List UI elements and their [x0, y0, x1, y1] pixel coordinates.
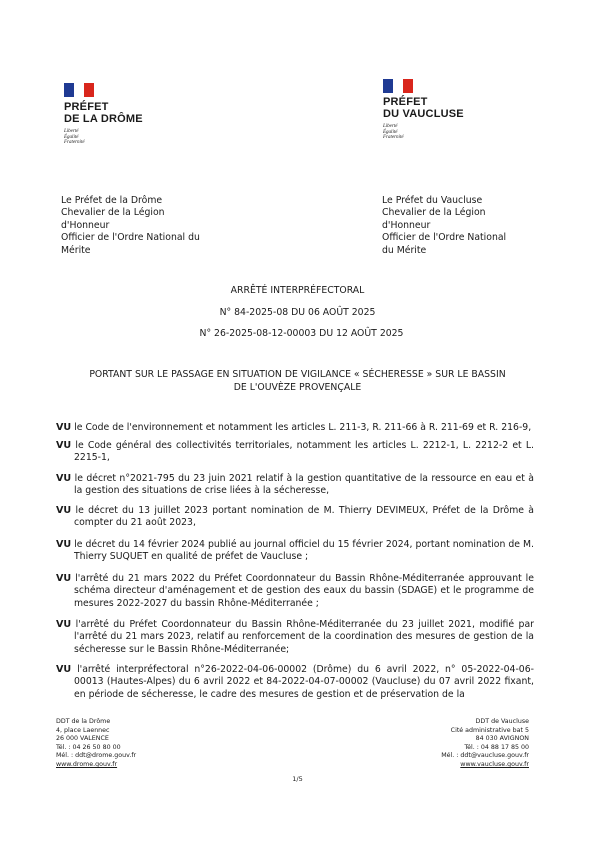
consideration-text: le décret du 13 juillet 2023 portant nomination de M. Thierry DEVIMEUX, Préfet de la Drôme à compter du 21 août 2023,: [74, 505, 534, 529]
logo-line1: PRÉFET: [383, 96, 428, 108]
decree-type: ARRÊTÉ INTERPRÉFECTORAL: [230, 285, 365, 296]
footer-line: 4, place Laennec: [56, 726, 110, 734]
consideration-text: l'arrêté du Préfet Coordonnateur du Bassin Rhône-Méditerranée du 23 juillet 2021, modifié par l'arrêté du 21 mars 2023, relatif au renforcement de la coordination des mesures de gestion de la sécheresse sur le Bassin Rhône-Méditerranée;: [74, 619, 534, 655]
page-number: 1/5: [292, 775, 303, 783]
consideration-item: [56, 422, 534, 434]
footer-line: 84 030 AVIGNON: [475, 735, 529, 743]
title-line: Le Préfet du Vaucluse: [382, 195, 483, 206]
title-line: Mérite: [61, 244, 91, 256]
title-line: Chevalier de la Légion: [382, 207, 486, 219]
title-line: Le Préfet de la Drôme: [61, 195, 163, 206]
title-line: du Mérite: [382, 244, 427, 256]
footer-email-link[interactable]: Mél. : ddt@vaucluse.gouv.fr: [441, 752, 529, 760]
consideration-item: [56, 505, 534, 530]
french-flag-icon: [383, 79, 413, 93]
footer-line: Tél. : 04 26 50 80 00: [56, 743, 121, 751]
logo-prefet-drome: [64, 101, 143, 125]
decree-number-2: N° 26-2025-08-12-00003 DU 12 AOÛT 2025: [199, 328, 404, 339]
footer-line: DDT de la Drôme: [56, 718, 111, 725]
footer-right-address: [441, 718, 529, 770]
motto-line: Liberté: [64, 129, 79, 134]
consideration-item: [56, 664, 534, 701]
title-line: Officier de l'Ordre National: [382, 232, 507, 244]
logo-prefet-vaucluse: [383, 96, 464, 120]
vu-label: VU: [56, 619, 72, 630]
title-line: Officier de l'Ordre National du: [61, 232, 200, 244]
logo-motto-left: [64, 129, 85, 146]
motto-line: Fraternité: [383, 135, 404, 141]
logo-line2: DE LA DRÔME: [64, 113, 143, 125]
title-line: d'Honneur: [382, 219, 431, 231]
consideration-item: [56, 573, 534, 610]
vu-label: VU: [56, 473, 72, 484]
consideration-item: [56, 539, 534, 564]
french-flag-icon: [64, 83, 94, 97]
consideration-item: [56, 473, 534, 498]
vu-label: VU: [56, 505, 72, 516]
vu-label: VU: [56, 440, 72, 451]
logo-line1: PRÉFET: [64, 101, 109, 113]
decree-subject: [60, 369, 535, 394]
motto-line: Égalité: [383, 129, 398, 135]
vu-label: VU: [56, 573, 72, 584]
consideration-text: le décret n°2021-795 du 23 juin 2021 relatif à la gestion quantitative de la ressource en eau et à la gestion des situations de crise liées à la sécheresse,: [74, 473, 534, 497]
consideration-text: l'arrêté du 21 mars 2022 du Préfet Coordonnateur du Bassin Rhône-Méditerranée approuvant le schéma directeur d'aménagement et de gestion des eaux du bassin (SDAGE) et le programme de mesures 2022-2027 du bassin Rhône-Méditerranée ;: [74, 573, 534, 609]
subject-line: DE L'OUVÈZE PROVENÇALE: [233, 381, 362, 393]
logo-motto-right: [383, 124, 404, 141]
motto-line: Égalité: [64, 134, 79, 140]
footer-line: 26 000 VALENCE: [56, 735, 109, 743]
decree-number-1: N° 84-2025-08 DU 06 AOÛT 2025: [219, 307, 376, 318]
consideration-text: le Code général des collectivités territoriales, notamment les articles L. 2212-1, L. 2212-2 et L. 2215-1,: [74, 440, 534, 464]
footer-website-link[interactable]: www.vaucluse.gouv.fr: [460, 760, 529, 768]
subject-line: PORTANT SUR LE PASSAGE EN SITUATION DE VIGILANCE « SÉCHERESSE » SUR LE BASSIN: [89, 369, 506, 380]
motto-line: Liberté: [383, 124, 398, 129]
footer-email-link[interactable]: Mél. : ddt@drome.gouv.fr: [56, 752, 137, 760]
consideration-item: [56, 619, 534, 656]
vu-label: VU: [56, 422, 72, 433]
title-line: d'Honneur: [61, 219, 110, 231]
consideration-text: le Code de l'environnement et notamment les articles L. 211-3, R. 211-66 à R. 211-69 et R. 216-9,: [74, 422, 532, 433]
footer-line: Cité administrative bat 5: [450, 726, 529, 734]
title-line: Chevalier de la Légion: [61, 207, 165, 219]
vu-label: VU: [56, 664, 72, 675]
vu-label: VU: [56, 539, 72, 550]
consideration-item: [56, 440, 534, 465]
footer-line: DDT de Vaucluse: [475, 718, 529, 725]
footer-website-link[interactable]: www.drome.gouv.fr: [56, 760, 118, 768]
logo-line2: DU VAUCLUSE: [383, 108, 464, 120]
prefect-title-left: [61, 195, 200, 257]
motto-line: Fraternité: [64, 140, 85, 146]
prefect-title-right: [382, 195, 506, 257]
footer-line: Tél. : 04 88 17 85 00: [464, 743, 529, 751]
consideration-text: l'arrêté interpréfectoral n°26-2022-04-06-00002 (Drôme) du 6 avril 2022, n° 05-2022-04-06-00013 (Hautes-Alpes) du 6 avril 2022 et 84-2022-04-07-00002 (Vaucluse) du 07 avril 2022 fixant, en période de sécheresse, le cadre des mesures de gestion et de préservation de la: [74, 664, 534, 700]
footer-left-address: [56, 718, 136, 770]
consideration-text: le décret du 14 février 2024 publié au journal officiel du 15 février 2024, portant nomination de M. Thierry SUQUET en qualité de préfet de Vaucluse ;: [74, 539, 534, 563]
